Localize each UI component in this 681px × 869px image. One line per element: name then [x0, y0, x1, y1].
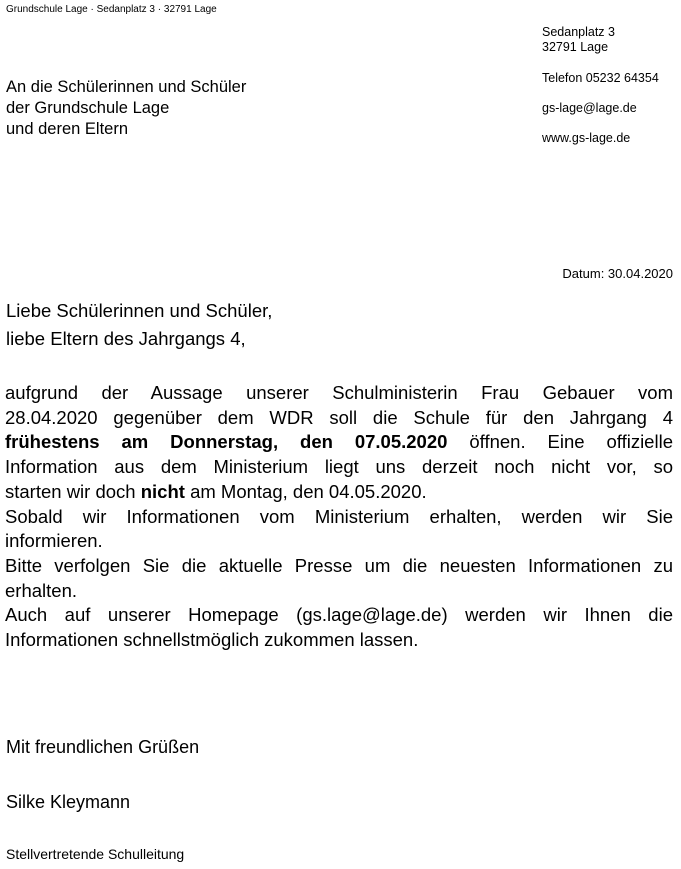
body-line: [5, 480, 673, 505]
body-text: am Montag, den 04.05.2020.: [184, 480, 427, 502]
contact-email: gs-lage@lage.de: [542, 101, 637, 115]
body-line: Informationen schnellstmöglich zukommen lassen.: [5, 629, 419, 651]
contact-website: www.gs-lage.de: [542, 131, 631, 145]
signature-role: Stellvertretende Schulleitung: [6, 846, 185, 862]
greeting-line: liebe Eltern des Jahrgangs 4,: [6, 328, 246, 349]
letter-date: Datum: 30.04.2020: [562, 266, 673, 281]
greeting-line: Liebe Schülerinnen und Schüler,: [6, 300, 273, 321]
recipient-address: [6, 77, 246, 140]
body-line: [5, 430, 673, 455]
body-line: Auch auf unserer Homepage (gs.lage@lage.de) werden wir Ihnen die: [5, 604, 673, 626]
recipient-line: An die Schülerinnen und Schüler: [6, 78, 247, 96]
body-line: informieren.: [5, 530, 103, 552]
contact-street: Sedanplatz 3: [542, 25, 615, 39]
contact-city: 32791 Lage: [542, 40, 609, 54]
recipient-line: und deren Eltern: [6, 120, 129, 138]
not-emphasis: nicht: [140, 480, 185, 502]
contact-phone: Telefon 05232 64354: [542, 71, 659, 85]
body-line: aufgrund der Aussage unserer Schulministerin Frau Gebauer vom: [5, 382, 673, 403]
body-text: öffnen. Eine offizielle: [447, 431, 673, 453]
body-line: Bitte verfolgen Sie die aktuelle Presse um die neuesten Informationen zu: [5, 554, 673, 576]
closing: Mit freundlichen Grüßen: [6, 737, 200, 757]
body-line: Sobald wir Informationen vom Ministerium erhalten, werden wir Sie: [5, 505, 673, 527]
body-line: erhalten.: [5, 579, 77, 601]
opening-date-emphasis: frühestens am Donnerstag, den 07.05.2020: [5, 431, 448, 453]
signature-name: Silke Kleymann: [6, 792, 131, 812]
body-line: Information aus dem Ministerium liegt uns derzeit noch nicht vor, so: [5, 456, 673, 478]
letter-body: [5, 381, 673, 653]
body-text: starten wir doch: [5, 480, 141, 502]
body-line: 28.04.2020 gegenüber dem WDR soll die Schule für den Jahrgang 4: [5, 406, 673, 428]
sender-line: Grundschule Lage · Sedanplatz 3 · 32791 Lage: [6, 4, 217, 15]
recipient-line: der Grundschule Lage: [6, 99, 170, 117]
